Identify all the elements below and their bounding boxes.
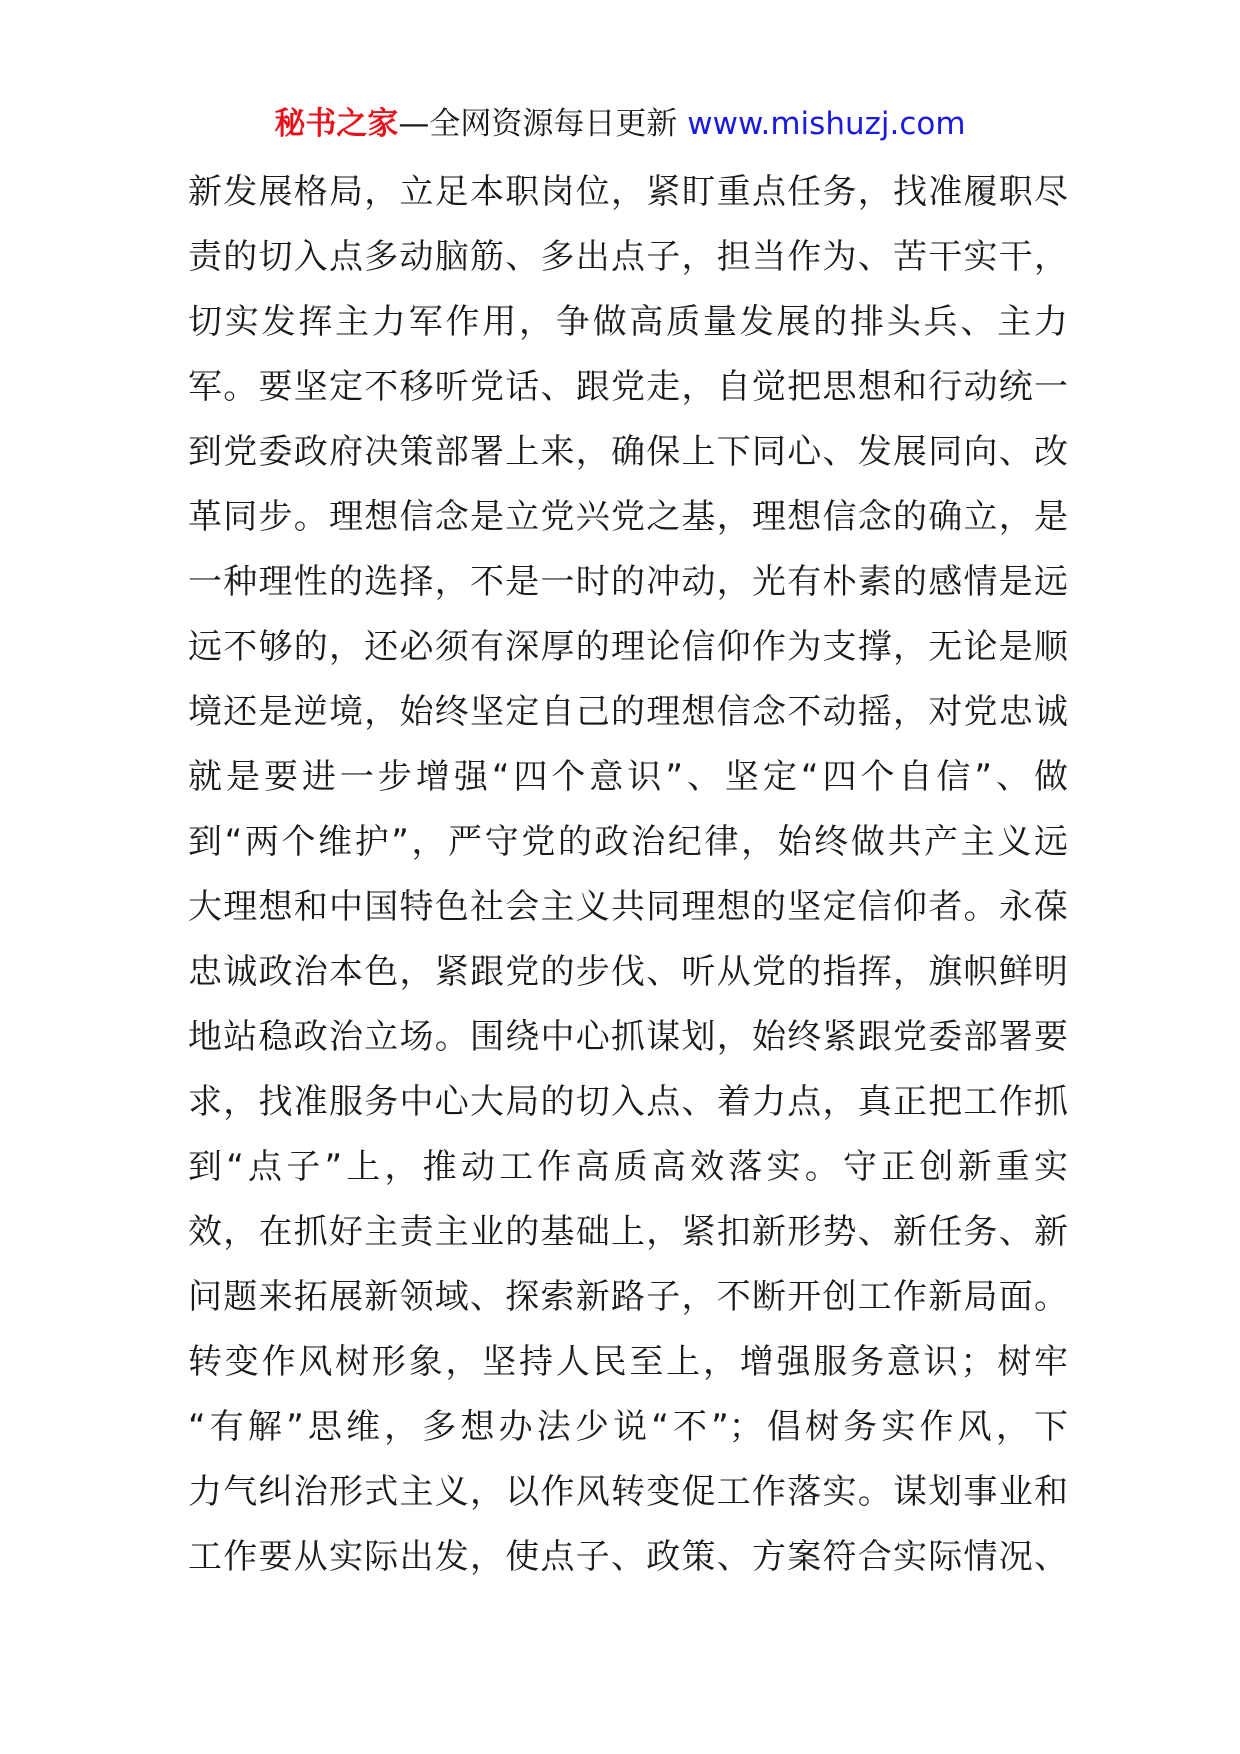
text-line: 就是要进一步增强“四个意识”、坚定“四个自信”、做 [188, 757, 1068, 797]
text-line: 远不够的，还必须有深厚的理论信仰作为支撑，无论是顺 [188, 627, 1068, 667]
text-line: 效，在抓好主责主业的基础上，紧扣新形势、新任务、新 [188, 1212, 1068, 1252]
text-line: 工作要从实际出发，使点子、政策、方案符合实际情况、 [188, 1537, 1068, 1577]
text-line: 到“点子”上，推动工作高质高效落实。守正创新重实 [188, 1147, 1068, 1187]
header-tagline: —全网资源每日更新 [398, 106, 688, 142]
text-line: 到党委政府决策部署上来，确保上下同心、发展同向、改 [188, 432, 1068, 472]
site-header [0, 104, 1240, 144]
text-line: 到“两个维护”，严守党的政治纪律，始终做共产主义远 [188, 822, 1068, 862]
text-line: 新发展格局，立足本职岗位，紧盯重点任务，找准履职尽 [188, 172, 1068, 212]
text-line: 切实发挥主力军作用，争做高质量发展的排头兵、主力 [188, 302, 1068, 342]
text-line: 力气纠治形式主义，以作风转变促工作落实。谋划事业和 [188, 1472, 1068, 1512]
text-line: 革同步。理想信念是立党兴党之基，理想信念的确立，是 [188, 497, 1068, 537]
text-line: 责的切入点多动脑筋、多出点子，担当作为、苦干实干， [188, 237, 1068, 277]
text-line: 军。要坚定不移听党话、跟党走，自觉把思想和行动统一 [188, 367, 1068, 407]
text-line: 求，找准服务中心大局的切入点、着力点，真正把工作抓 [188, 1082, 1068, 1122]
text-line: 境还是逆境，始终坚定自己的理想信念不动摇，对党忠诚 [188, 692, 1068, 732]
brand-name: 秘书之家 [274, 106, 399, 142]
text-line: 地站稳政治立场。围绕中心抓谋划，始终紧跟党委部署要 [188, 1017, 1068, 1057]
text-line: 转变作风树形象，坚持人民至上，增强服务意识；树牢 [188, 1342, 1068, 1382]
text-line: 问题来拓展新领域、探索新路子，不断开创工作新局面。 [188, 1277, 1068, 1317]
text-line: “有解”思维，多想办法少说“不”；倡树务实作风，下 [188, 1407, 1068, 1447]
text-line: 大理想和中国特色社会主义共同理想的坚定信仰者。永葆 [188, 887, 1068, 927]
site-url-link[interactable]: www.mishuzj.com [687, 106, 966, 142]
text-line: 忠诚政治本色，紧跟党的步伐、听从党的指挥，旗帜鲜明 [188, 952, 1068, 992]
text-line: 一种理性的选择，不是一时的冲动，光有朴素的感情是远 [188, 562, 1068, 602]
body-paragraph [188, 160, 1068, 1590]
